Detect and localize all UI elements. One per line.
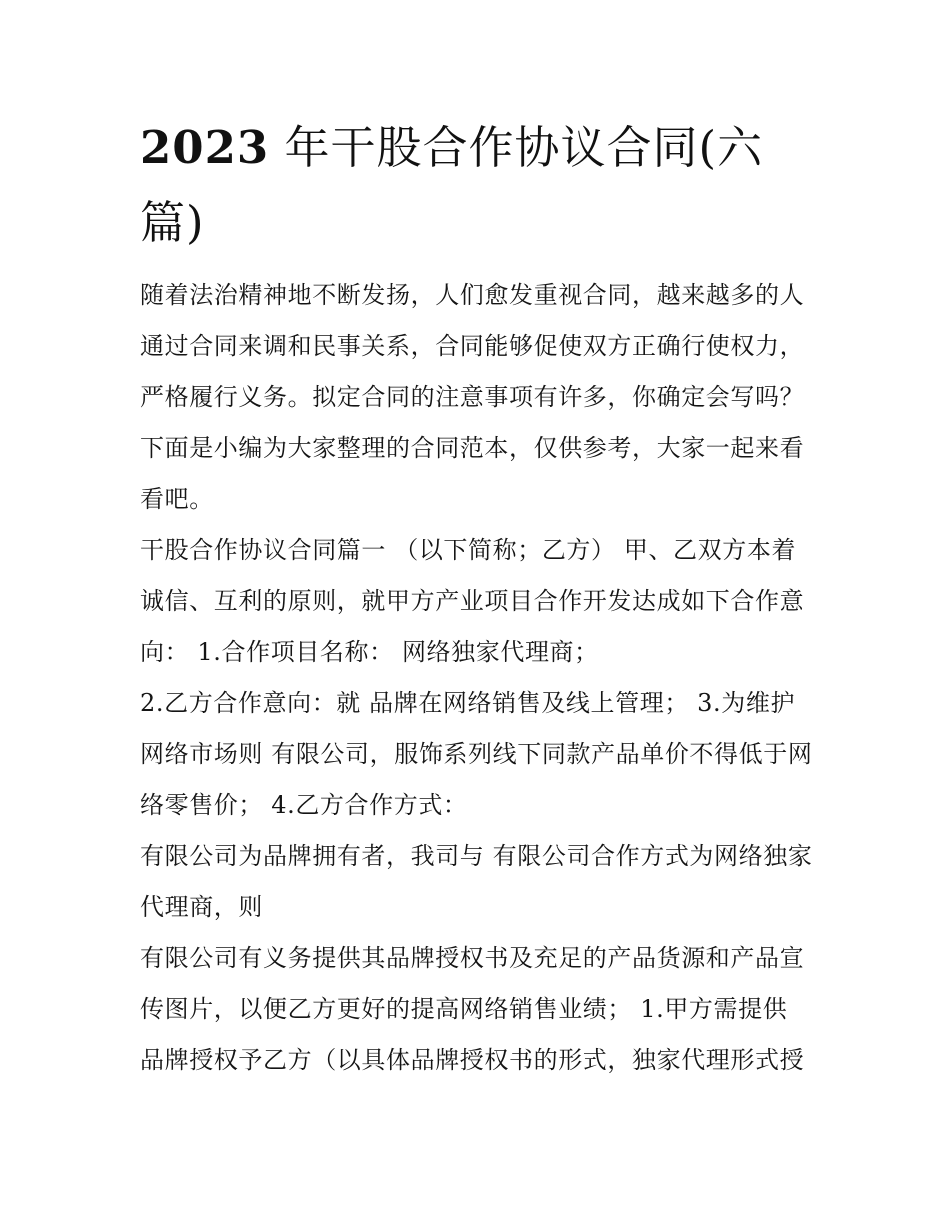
intro-paragraph: 随着法治精神地不断发扬，人们愈发重视合同，越来越多的人通过合同来调和民事关系，合同能够促使双方正确行使权力，严格履行义务。拟定合同的注意事项有许多，你确定会写吗？下面是小编为大家整理的合同范本，仅供参考，大家一起来看看吧。 [140, 281, 805, 513]
title-text: 年干股合作协议合同(六篇) [140, 121, 764, 249]
brand-owner-paragraph: 有限公司为品牌拥有者，我司与 有限公司合作方式为网络独家代理商，则 [140, 842, 813, 921]
document-content [140, 110, 815, 1086]
document-body [140, 270, 815, 1086]
document-title [140, 110, 815, 260]
title-year: 2023 [140, 121, 270, 174]
section-one-paragraph: 干股合作协议合同篇一 （以下简称；乙方） 甲、乙双方本着诚信、互利的原则，就甲方产业项目合作开发达成如下合作意向： 1.合作项目名称： 网络独家代理商； [140, 536, 805, 666]
obligations-paragraph: 有限公司有义务提供其品牌授权书及充足的产品货源和产品宣传图片，以便乙方更好的提高网络销售业绩； 1.甲方需提供 品牌授权予乙方（以具体品牌授权书的形式，独家代理形式授 [140, 944, 805, 1074]
cooperation-intent-paragraph: 2.乙方合作意向：就 品牌在网络销售及线上管理； 3.为维护网络市场则 有限公司，服饰系列线下同款产品单价不得低于网络零售价； 4.乙方合作方式： [140, 689, 813, 819]
